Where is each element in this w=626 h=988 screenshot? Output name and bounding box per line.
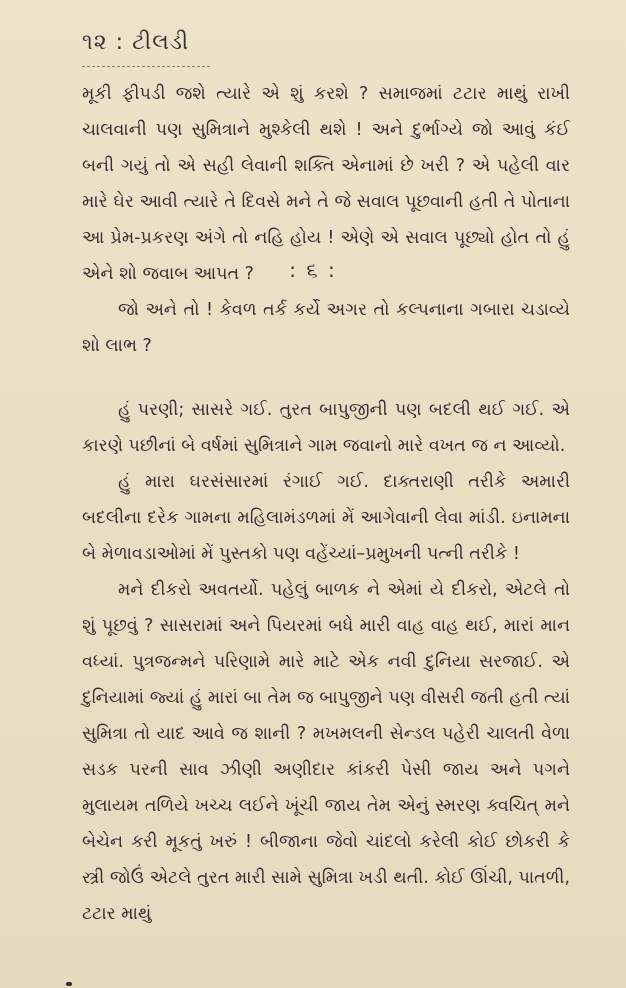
text-block-before-section <box>82 76 570 364</box>
paragraph: હું પરણી; સાસરે ગઈ. તુરત બાપુજીની પણ બદલી થઈ ગઈ. એ કારણે પછીનાં બે વર્ષમાં સુમિત્રાને ગામ જવાનો મારે વખત જ ન આવ્યો. <box>82 400 570 456</box>
paragraph: મૂકી ફીપડી જશે ત્યારે એ શું કરશે ? સમાજમાં ટટાર માથું રાખી ચાલવાની પણ સુમિત્રાને મુશ્કેલી થશે ! અને દુર્ભાગ્યે જો આવું કંઈ બની ગયું તો એ સહી લેવાની શક્તિ એનામાં છે ખરી ? એ પહેલી વાર મારે ઘેર આવી ત્યારે તે દિવસે મને તે જે સવાલ પૂછવાની હતી તે પોતાના આ પ્રેમ-પ્રકરણ અંગે તો નહિ હોય ! એણે એ સવાલ પૂછ્યો હોત તો હું એને શો જવાબ આપત ? <box>82 84 570 284</box>
header-underline <box>82 66 210 71</box>
section-marker: : ૬ : <box>289 258 337 282</box>
paragraph: હું મારા ઘરસંસારમાં રંગાઈ ગઈ. દાક્તરાણી તરીકે અમારી બદલીના દરેક ગામના મહિલામંડળમાં મેં આગેવાની લેવા માંડી. ઇનામના બે મેળાવડાઓમાં મેં પુસ્તકો પણ વહેંચ્યાં–પ્રમુખની પત્ની તરીકે ! <box>82 472 570 564</box>
paragraph: મને દીકરો અવતર્યો. પહેલું બાળક ને એમાં યે દીકરો, એટલે તો શું પૂછવું ? સાસરામાં અને પિયરમાં બધે મારી વાહ વાહ થઈ, મારાં માન વધ્યાં. પુત્રજન્મને પરિણામે મારે માટે એક નવી દુનિયા સરજાઈ. એ દુનિયામાં જ્યાં હું મારાં બા તેમ જ બાપુજીને પણ વીસરી જતી હતી ત્યાં સુમિત્રા તો યાદ આવે જ શાની ? મખમલની સેન્ડલ પહેરી ચાલતી વેળા સડક પરની સાવ ઝીણી અણીદાર કાંકરી પેસી જાય અને પગને મુલાયમ તળિયે ખચ્ચ લઈને ખૂંચી જાય તેમ એનું સ્મરણ ક્વચિત્ મને બેચેન કરી મૂકતું ખરું ! બીજાના જેવો ચાંદલો કરેલી કોઈ છોકરી કે સ્ત્રી જોઉં એટલે તુરત મારી સામે સુમિત્રા ખડી થતી. કોઈ ઊંચી, પાતળી, ટટાર માથું <box>82 580 570 924</box>
text-block-after-section <box>82 392 570 932</box>
page-speck <box>66 982 72 986</box>
page-header: ૧૨ : ટીલડી <box>82 30 190 55</box>
paragraph: જો અને તો ! કેવળ તર્ક કર્યે અગર તો કલ્પનાના ગબારા ચડાવ્યે શો લાભ ? <box>82 300 570 356</box>
